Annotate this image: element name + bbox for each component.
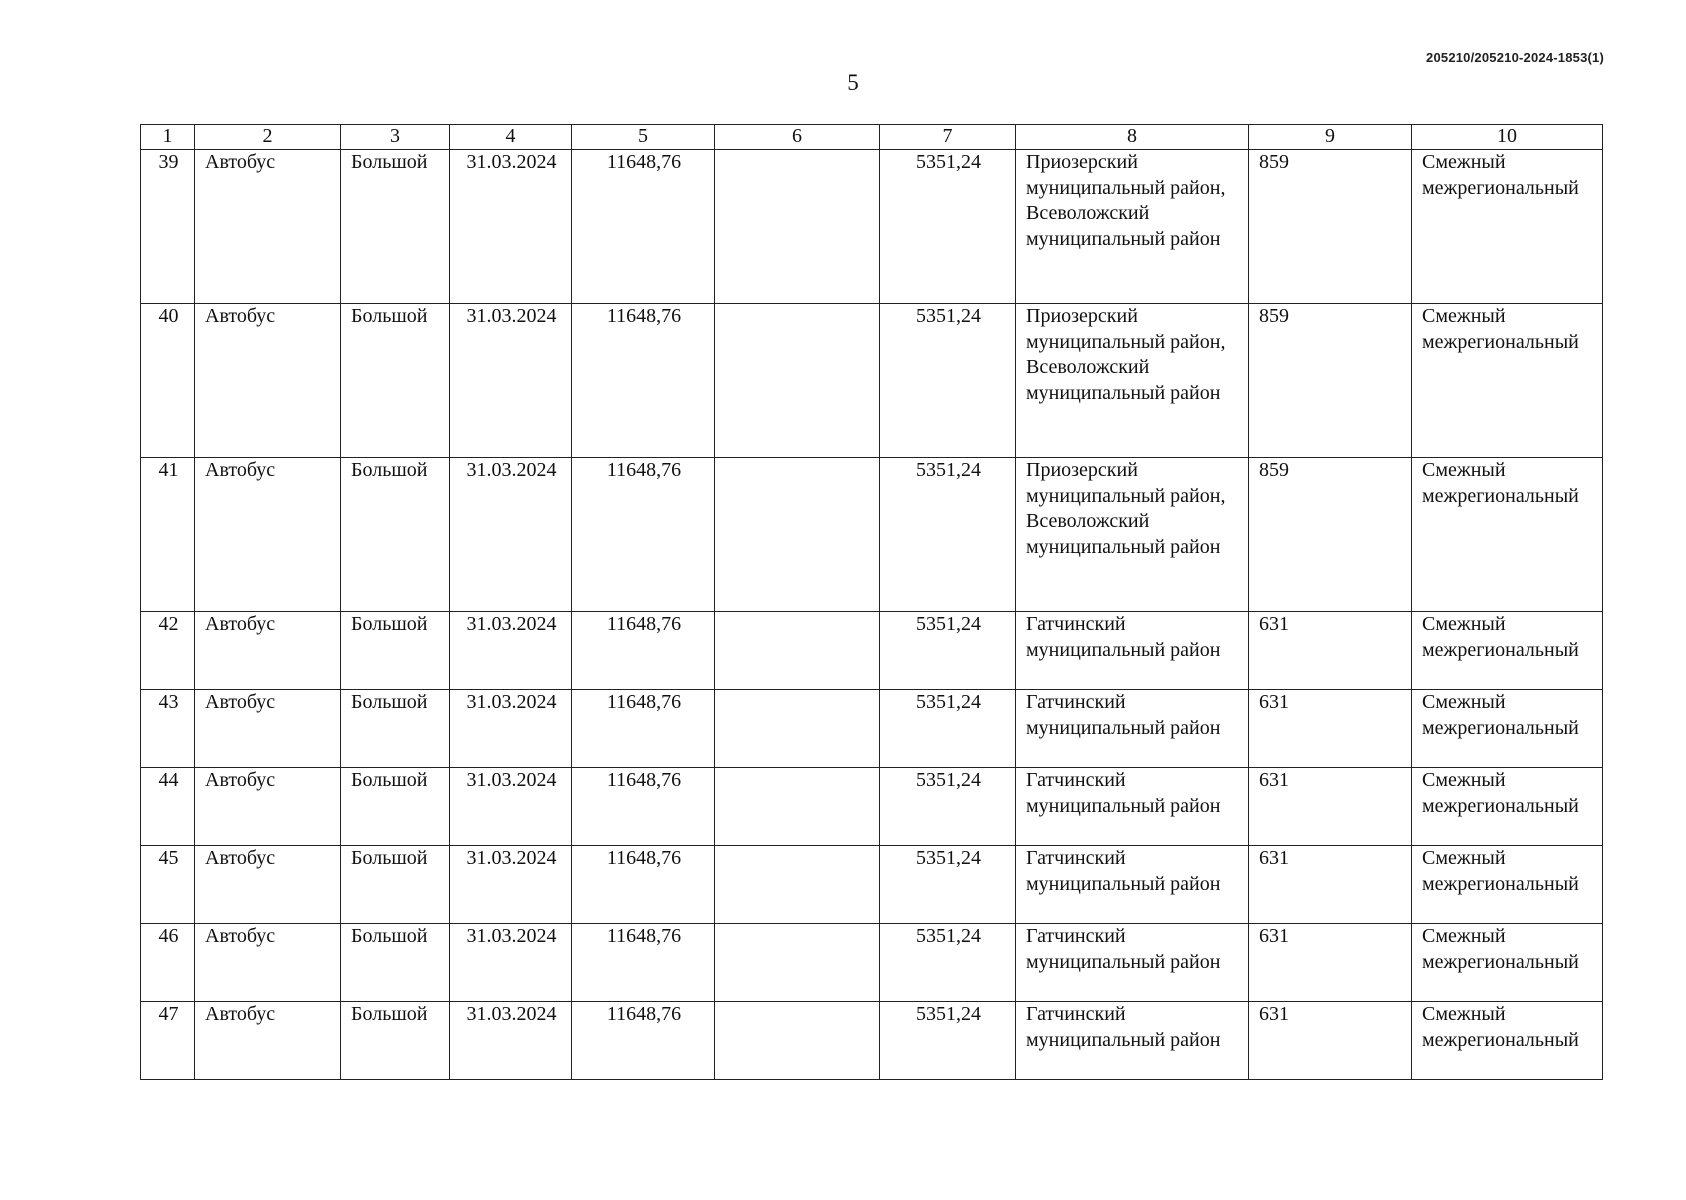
date-cell: 31.03.2024 [450, 1002, 572, 1080]
route-kind: Смежный межрегиональный [1412, 768, 1603, 846]
vehicle-type: Автобус [195, 304, 341, 458]
value-cell: 5351,24 [880, 612, 1016, 690]
vehicle-class: Большой [341, 304, 450, 458]
vehicle-type: Автобус [195, 846, 341, 924]
district-cell: Приозерский муниципальный район, Всеволожский муниципальный район [1016, 150, 1249, 304]
vehicle-class: Большой [341, 150, 450, 304]
route-number: 631 [1249, 1002, 1412, 1080]
route-number: 631 [1249, 612, 1412, 690]
table-header [141, 125, 1603, 150]
table-row [141, 612, 1603, 690]
table-row [141, 150, 1603, 304]
table-row [141, 458, 1603, 612]
date-cell: 31.03.2024 [450, 924, 572, 1002]
row-number: 47 [141, 1002, 195, 1080]
vehicle-type: Автобус [195, 612, 341, 690]
vehicle-class: Большой [341, 846, 450, 924]
empty-cell [715, 612, 880, 690]
date-cell: 31.03.2024 [450, 304, 572, 458]
column-header: 9 [1249, 125, 1412, 150]
value-cell: 5351,24 [880, 690, 1016, 768]
route-kind: Смежный межрегиональный [1412, 846, 1603, 924]
date-cell: 31.03.2024 [450, 612, 572, 690]
amount-cell: 11648,76 [572, 150, 715, 304]
district-cell: Гатчинский муниципальный район [1016, 612, 1249, 690]
vehicle-type: Автобус [195, 768, 341, 846]
column-header: 10 [1412, 125, 1603, 150]
value-cell: 5351,24 [880, 150, 1016, 304]
date-cell: 31.03.2024 [450, 458, 572, 612]
row-number: 44 [141, 768, 195, 846]
date-cell: 31.03.2024 [450, 846, 572, 924]
table-row [141, 304, 1603, 458]
district-cell: Приозерский муниципальный район, Всеволожский муниципальный район [1016, 304, 1249, 458]
row-number: 43 [141, 690, 195, 768]
district-cell: Гатчинский муниципальный район [1016, 924, 1249, 1002]
table-row [141, 768, 1603, 846]
row-number: 42 [141, 612, 195, 690]
row-number: 41 [141, 458, 195, 612]
date-cell: 31.03.2024 [450, 690, 572, 768]
column-header: 1 [141, 125, 195, 150]
vehicle-type: Автобус [195, 150, 341, 304]
vehicle-class: Большой [341, 768, 450, 846]
column-header: 6 [715, 125, 880, 150]
amount-cell: 11648,76 [572, 768, 715, 846]
route-number: 631 [1249, 690, 1412, 768]
row-number: 39 [141, 150, 195, 304]
route-number: 631 [1249, 924, 1412, 1002]
value-cell: 5351,24 [880, 304, 1016, 458]
vehicle-class: Большой [341, 1002, 450, 1080]
amount-cell: 11648,76 [572, 458, 715, 612]
empty-cell [715, 924, 880, 1002]
amount-cell: 11648,76 [572, 846, 715, 924]
column-header: 5 [572, 125, 715, 150]
district-cell: Гатчинский муниципальный район [1016, 846, 1249, 924]
district-cell: Гатчинский муниципальный район [1016, 1002, 1249, 1080]
empty-cell [715, 846, 880, 924]
date-cell: 31.03.2024 [450, 150, 572, 304]
amount-cell: 11648,76 [572, 924, 715, 1002]
empty-cell [715, 458, 880, 612]
column-header: 4 [450, 125, 572, 150]
route-kind: Смежный межрегиональный [1412, 612, 1603, 690]
table-row [141, 924, 1603, 1002]
value-cell: 5351,24 [880, 768, 1016, 846]
empty-cell [715, 150, 880, 304]
table-row [141, 1002, 1603, 1080]
value-cell: 5351,24 [880, 458, 1016, 612]
value-cell: 5351,24 [880, 924, 1016, 1002]
district-cell: Гатчинский муниципальный район [1016, 768, 1249, 846]
document-id: 205210/205210-2024-1853(1) [1426, 50, 1604, 65]
empty-cell [715, 304, 880, 458]
column-header: 3 [341, 125, 450, 150]
page-number: 5 [847, 70, 859, 95]
amount-cell: 11648,76 [572, 612, 715, 690]
route-number: 631 [1249, 768, 1412, 846]
vehicle-type: Автобус [195, 1002, 341, 1080]
table-row [141, 846, 1603, 924]
date-cell: 31.03.2024 [450, 768, 572, 846]
register-table [140, 124, 1603, 1080]
empty-cell [715, 690, 880, 768]
column-header: 2 [195, 125, 341, 150]
header-row [141, 125, 1603, 150]
table-body [141, 150, 1603, 1080]
route-kind: Смежный межрегиональный [1412, 458, 1603, 612]
row-number: 45 [141, 846, 195, 924]
table-row [141, 690, 1603, 768]
vehicle-class: Большой [341, 458, 450, 612]
route-number: 859 [1249, 458, 1412, 612]
vehicle-type: Автобус [195, 458, 341, 612]
amount-cell: 11648,76 [572, 1002, 715, 1080]
district-cell: Гатчинский муниципальный район [1016, 690, 1249, 768]
empty-cell [715, 768, 880, 846]
row-number: 46 [141, 924, 195, 1002]
vehicle-class: Большой [341, 690, 450, 768]
route-kind: Смежный межрегиональный [1412, 924, 1603, 1002]
empty-cell [715, 1002, 880, 1080]
amount-cell: 11648,76 [572, 304, 715, 458]
district-cell: Приозерский муниципальный район, Всеволожский муниципальный район [1016, 458, 1249, 612]
route-number: 859 [1249, 304, 1412, 458]
route-kind: Смежный межрегиональный [1412, 690, 1603, 768]
column-header: 8 [1016, 125, 1249, 150]
value-cell: 5351,24 [880, 1002, 1016, 1080]
vehicle-type: Автобус [195, 924, 341, 1002]
route-kind: Смежный межрегиональный [1412, 150, 1603, 304]
route-number: 631 [1249, 846, 1412, 924]
route-kind: Смежный межрегиональный [1412, 304, 1603, 458]
row-number: 40 [141, 304, 195, 458]
vehicle-type: Автобус [195, 690, 341, 768]
amount-cell: 11648,76 [572, 690, 715, 768]
vehicle-class: Большой [341, 924, 450, 1002]
vehicle-class: Большой [341, 612, 450, 690]
route-number: 859 [1249, 150, 1412, 304]
route-kind: Смежный межрегиональный [1412, 1002, 1603, 1080]
value-cell: 5351,24 [880, 846, 1016, 924]
column-header: 7 [880, 125, 1016, 150]
